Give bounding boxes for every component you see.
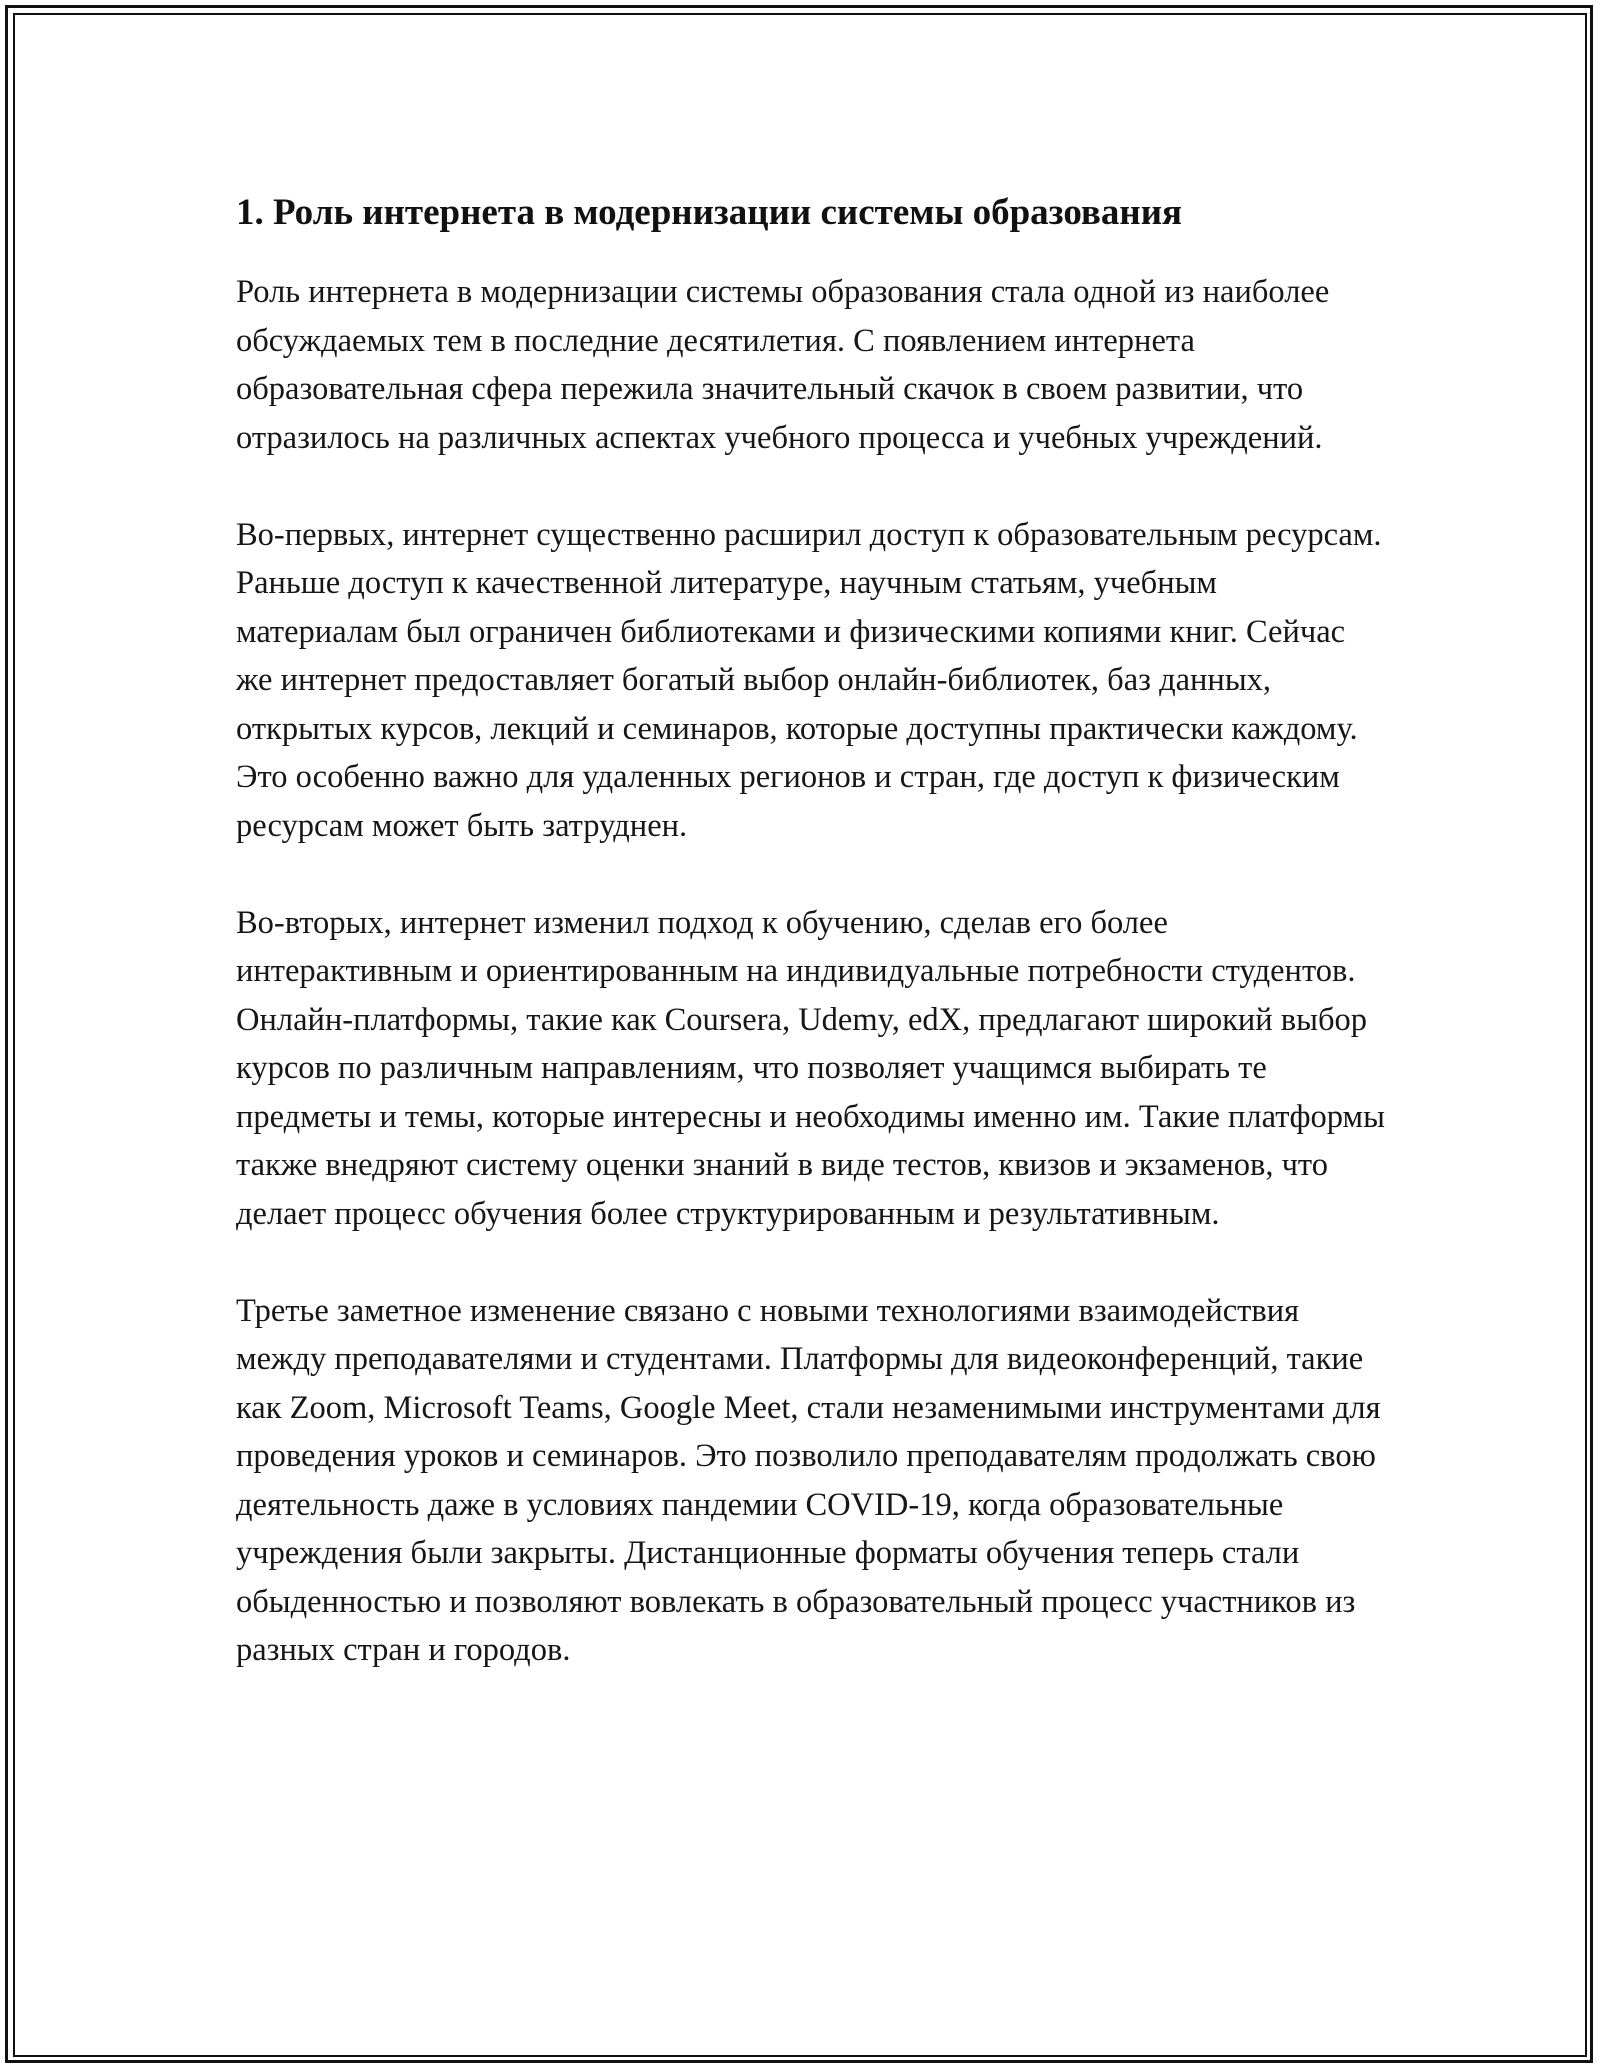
paragraph-learning-approach: Во-вторых, интернет изменил подход к обучению, сделав его более интерактивным и ориентированным на индивидуальные потребности студентов. Онлайн-платформы, такие как Coursera, Udemy, edX, предлагают широкий выбор курсов по различным направлениям, что позволяет учащимся выбирать те предметы и темы, которые интересны и необходимы именно им. Такие платформы также внедряют систему оценки знаний в виде тестов, квизов и экзаменов, что делает процесс обучения более структурированным и результативным. <box>236 904 1385 1232</box>
section-heading: 1. Роль интернета в модернизации системы образования <box>236 192 1183 233</box>
paragraph-communication-technologies: Третье заметное изменение связано с новыми технологиями взаимодействия между преподавателями и студентами. Платформы для видеоконференций, такие как Zoom, Microsoft Teams, Google Meet, стали незаменимыми инструментами для проведения уроков и семинаров. Это позволило преподавателям продолжать свою деятельность даже в условиях пандемии COVID-19, когда образовательные учреждения были закрыты. Дистанционные форматы обучения теперь стали обыденностью и позволяют вовлекать в образовательный процесс участников из разных стран и городов. <box>236 1292 1381 1668</box>
paragraph-intro: Роль интернета в модернизации системы образования стала одной из наиболее обсуждаемых тем в последние десятилетия. С появлением интернета образовательная сфера пережила значительный скачок в своем развитии, что отразилось на различных аспектах учебного процесса и учебных учреждений. <box>236 274 1330 456</box>
paragraph-access-to-resources: Во-первых, интернет существенно расширил доступ к образовательным ресурсам. Раньше доступ к качественной литературе, научным статьям, учебным материалам был ограничен библиотеками и физическими копиями книг. Сейчас же интернет предоставляет богатый выбор онлайн-библиотек, баз данных, открытых курсов, лекций и семинаров, которые доступны практически каждому. Это особенно важно для удаленных регионов и стран, где доступ к физическим ресурсам может быть затруднен. <box>236 516 1382 844</box>
document-body <box>236 182 1386 1723</box>
